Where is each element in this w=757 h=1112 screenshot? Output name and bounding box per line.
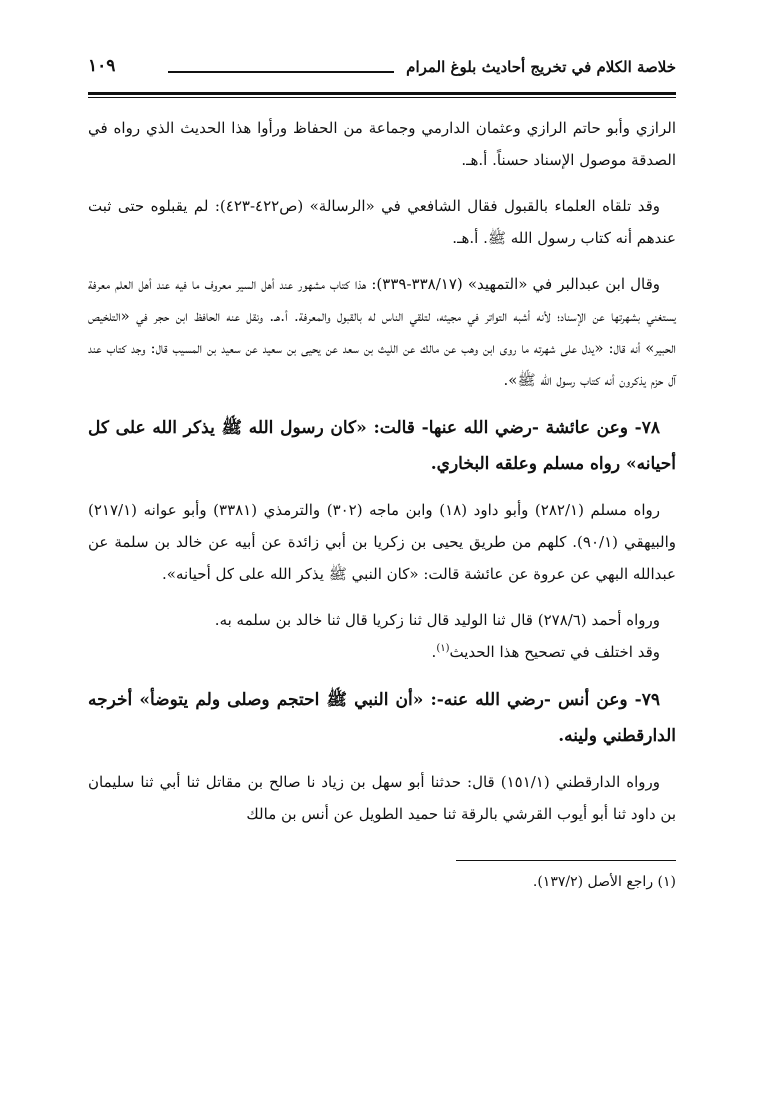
book-title: خلاصة الكلام في تخريج أحاديث بلوغ المرام (406, 58, 676, 76)
paragraph-text: وقد اختلف في تصحيح هذا الحديث (449, 643, 660, 661)
paragraph: الرازي وأبو حاتم الرازي وعثمان الدارمي وجماعة من الحفاظ ورأوا هذا الحديث الذي رواه في الصدقة موصول الإسناد حسناً. أ.هـ. (88, 119, 676, 169)
footnote: (١) راجع الأصل (١٣٧/٢). (532, 874, 676, 890)
hadith-78: ٧٨- وعن عائشة -رضي الله عنها- قالت: «كان رسول الله ﷺ يذكر الله على كل أحيانه» رواه مسلم وعلقه البخاري. (88, 418, 676, 474)
paragraph: ورواه أحمد (٢٧٨/٦) قال ثنا الوليد قال ثنا زكريا قال ثنا خالد بن سلمه به. (214, 611, 660, 629)
paragraph: وقد تلقاه العلماء بالقبول فقال الشافعي في «الرسالة» (ص٤٢٢-٤٢٣): لم يقبلوه حتى ثبت عندهم أنه كتاب رسول الله ﷺ. أ.هـ. (88, 197, 676, 247)
page-body (88, 112, 676, 830)
hadith-79: ٧٩- وعن أنس -رضي الله عنه-: «أن النبي ﷺ احتجم وصلى ولم يتوضأ» أخرجه الدارقطني ولينه. (88, 690, 676, 746)
paragraph: رواه مسلم (٢٨٢/١) وأبو داود (١٨) وابن ماجه (٣٠٢) والترمذي (٣٣٨١) وأبو عوانه (٢١٧/١) والبيهقي (٩٠/١). كلهم من طريق يحيى بن زكريا بن أبي زائدة عن أبيه عن خالد بن سلمة عن عبدالله البهي عن عروة عن عائشة قالت: «كان النبي ﷺ يذكر الله على كل أحيانه». (88, 501, 676, 583)
running-header (88, 58, 676, 90)
paragraph: ورواه الدارقطني (١٥١/١) قال: حدثنا أبو سهل بن زياد نا صالح بن مقاتل ثنا أبي ثنا سليمان بن داود ثنا أبو أيوب القرشي بالرقة ثنا حميد الطويل عن أنس بن مالك (88, 773, 676, 823)
page (88, 58, 676, 895)
page-number: ١٠٩ (88, 56, 116, 76)
footnote-ref[interactable]: (١) (436, 643, 450, 654)
paragraph-end: . (431, 643, 437, 661)
header-rule-thick (88, 92, 676, 95)
footnote-separator (456, 860, 676, 861)
header-line (168, 71, 394, 73)
paragraph (88, 636, 676, 668)
header-rule-thin (88, 97, 676, 98)
paragraph: وقال ابن عبدالبر في «التمهيد» (٣٣٨/١٧-٣٣٩): هذا كتاب مشهور عند أهل السير معروف ما فيه عند أهل العلم معرفة يستغني بشهرتها عن الإسناد؛ لأنه أشبه التواتر في مجيئه، لتلقي الناس له بالقبول والمعرفة. أ.هـ. ونقل عنه الحافظ ابن حجر في «التلخيص الحبير» أنه قال: «يدل على شهرته ما روى ابن وهب عن مالك عن الليث بن سعد عن يحيى بن سعيد عن سعيد بن المسيب قال: وجد كتاب عند آل حزم يذكرون أنه كتاب رسول الله ﷺ». (88, 275, 676, 389)
